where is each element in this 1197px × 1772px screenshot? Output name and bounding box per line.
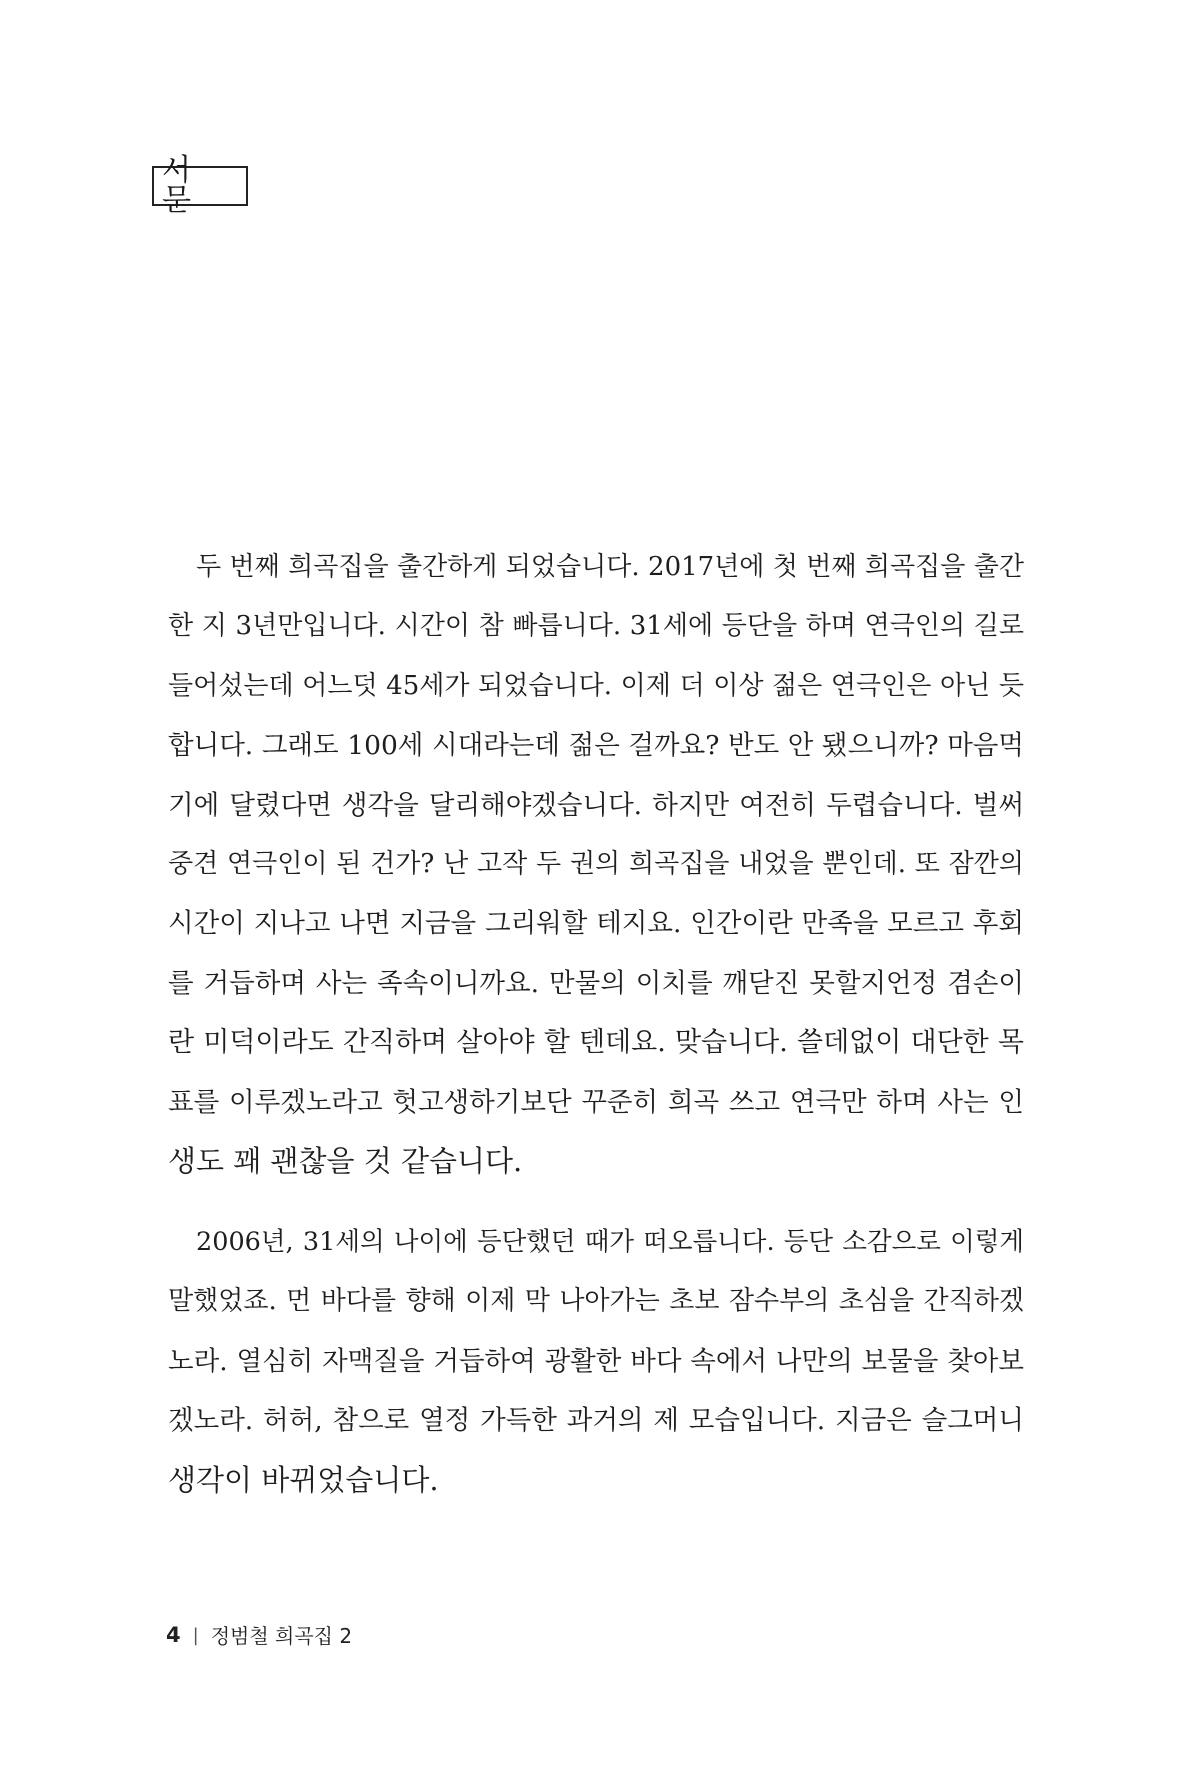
paragraph-line: 들어섰는데 어느덧 45세가 되었습니다. 이제 더 이상 젊은 연극인은 아닌 듯 — [168, 670, 1024, 701]
paragraph-line: 겠노라. 허허, 참으로 열정 가득한 과거의 제 모습입니다. 지금은 슬그머니 — [168, 1405, 1024, 1437]
paragraph-line: 한 지 3년만입니다. 시간이 참 빠릅니다. 31세에 등단을 하며 연극인의 길로 — [168, 611, 1024, 642]
paragraph-line: 란 미덕이라도 간직하며 살아야 할 텐데요. 맞습니다. 쓸데없이 대단한 목 — [168, 1027, 1024, 1059]
paragraph-line: 말했었죠. 먼 바다를 향해 이제 막 나아가는 초보 잠수부의 초심을 간직하겠 — [168, 1286, 1024, 1317]
paragraph-line: 표를 이루겠노라고 헛고생하기보단 꾸준히 희곡 쓰고 연극만 하며 사는 인 — [168, 1086, 1024, 1118]
paragraph-2 — [168, 1213, 1024, 1510]
section-title-text: 서 문 — [162, 153, 199, 218]
paragraph-line: 시간이 지나고 나면 지금을 그리워할 테지요. 인간이란 만족을 모르고 후회 — [168, 908, 1024, 940]
paragraph-line: 생도 꽤 괜찮을 것 같습니다. — [168, 1143, 523, 1178]
paragraph-line: 2006년, 31세의 나이에 등단했던 때가 떠오릅니다. 등단 소감으로 이렇게 — [196, 1227, 1024, 1257]
book-title: 정범철 희곡집 2 — [210, 1623, 353, 1648]
paragraph-line: 합니다. 그래도 100세 시대라는데 젊은 걸까요? 반도 안 됐으니까? 마음먹 — [168, 730, 1024, 762]
section-title — [152, 153, 248, 218]
page-footer — [166, 1625, 352, 1646]
paragraph-line: 를 거듭하며 사는 족속이니까요. 만물의 이치를 깨닫진 못할지언정 겸손이 — [168, 967, 1024, 999]
paragraph-line: 생각이 바뀌었습니다. — [168, 1462, 439, 1497]
paragraph-line: 기에 달렸다면 생각을 달리해야겠습니다. 하지만 여전히 두렵습니다. 벌써 — [168, 789, 1024, 821]
paragraph-line: 중견 연극인이 된 건가? 난 고작 두 권의 희곡집을 내었을 뿐인데. 또 잠깐의 — [168, 848, 1024, 879]
paragraph-line: 노라. 열심히 자맥질을 거듭하여 광활한 바다 속에서 나만의 보물을 찾아보 — [168, 1345, 1024, 1377]
page-number: 4 — [166, 1623, 181, 1647]
paragraph-1 — [168, 538, 1024, 1191]
footer-separator: | — [192, 1624, 199, 1646]
paragraph-line: 두 번째 희곡집을 출간하게 되었습니다. 2017년에 첫 번째 희곡집을 출간 — [196, 552, 1024, 582]
